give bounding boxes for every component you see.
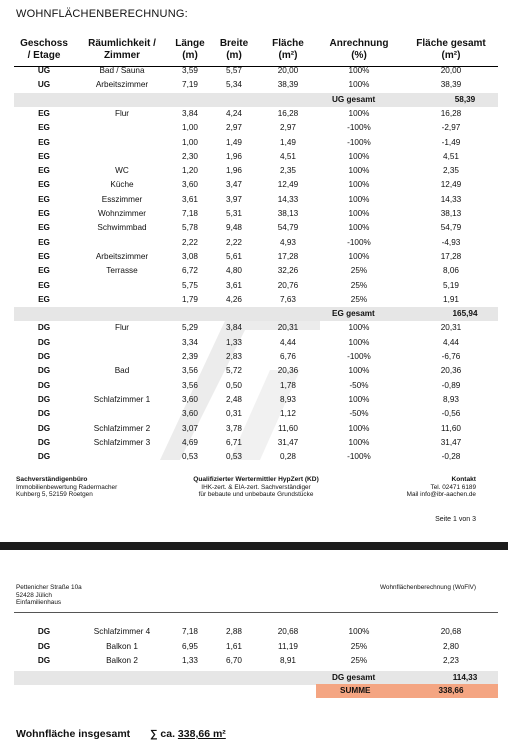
cell-raum: Balkon 1 — [106, 641, 138, 651]
cell-geschoss: EG — [38, 280, 50, 290]
cell-geschoss: DG — [37, 437, 51, 447]
table-row — [0, 450, 508, 464]
cell-geschoss: DG — [37, 323, 51, 333]
page-title: WOHNFLÄCHENBERECHNUNG: — [16, 8, 188, 20]
cell-raum: Schlafzimmer 2 — [93, 423, 151, 433]
cell-anrechnung: 25% — [350, 641, 368, 651]
cell-breite: 0,50 — [226, 380, 242, 390]
table-row — [0, 221, 508, 235]
cell-laenge: 6,95 — [182, 641, 198, 651]
cell-flaeche: 0,28 — [280, 452, 296, 462]
cell-flaeche: 20,68 — [277, 627, 299, 636]
cell-laenge: 2,22 — [182, 237, 198, 247]
cell-laenge: 3,56 — [182, 366, 198, 376]
footer-left — [16, 476, 176, 499]
cell-anrechnung: 100% — [348, 627, 370, 636]
cell-flaeche: 12,49 — [277, 180, 299, 190]
cell-raum: Balkon 2 — [106, 656, 138, 665]
cell-raum: Bad — [114, 366, 130, 376]
cell-breite: 9,48 — [226, 223, 242, 233]
summe-value: 338,66 — [438, 686, 464, 695]
dg-total-value: 114,33 — [452, 673, 478, 682]
cell-geschoss: EG — [38, 137, 50, 147]
cell-breite: 3,78 — [226, 423, 242, 433]
subtotal-label: EG gesamt — [332, 309, 375, 319]
table-row — [0, 364, 508, 378]
cell-raum: Wohnzimmer — [97, 209, 147, 218]
cell-anrechnung: 25% — [350, 294, 368, 304]
cell-breite: 6,71 — [226, 437, 242, 447]
cell-raum: Flur — [114, 323, 130, 333]
cell-gesamt: -0,28 — [441, 452, 461, 462]
table-row — [0, 436, 508, 450]
cell-flaeche: 14,33 — [277, 194, 299, 204]
header-breite — [210, 38, 258, 62]
cell-raum: Terrasse — [106, 266, 138, 276]
cell-gesamt: 16,28 — [440, 108, 462, 118]
cell-breite: 4,26 — [226, 294, 242, 304]
cell-anrechnung: -50% — [349, 409, 369, 419]
cell-geschoss: EG — [38, 294, 50, 304]
cell-laenge: 7,18 — [182, 627, 198, 636]
cell-anrechnung: 100% — [348, 337, 370, 347]
cell-anrechnung: 25% — [350, 656, 368, 665]
cell-flaeche: 4,51 — [280, 151, 296, 161]
total-prefix: ∑ ca. — [150, 728, 175, 740]
header-gesamt-line1: Fläche gesamt — [416, 38, 486, 49]
cell-anrechnung: 100% — [348, 423, 370, 433]
cell-breite: 2,48 — [226, 394, 242, 404]
cell-raum: Schlafzimmer 4 — [93, 627, 151, 636]
cell-breite: 0,31 — [226, 409, 242, 419]
cell-geschoss: EG — [38, 223, 50, 233]
table-row — [0, 264, 508, 278]
table-row — [0, 640, 508, 654]
cell-geschoss: DG — [37, 641, 51, 651]
cell-flaeche: 11,60 — [278, 423, 298, 433]
cell-geschoss: EG — [38, 209, 50, 218]
cell-laenge: 0,53 — [182, 452, 198, 462]
cell-laenge: 3,08 — [182, 251, 198, 261]
cell-breite: 2,88 — [226, 627, 242, 636]
cell-geschoss: EG — [38, 251, 50, 261]
cell-flaeche: 32,26 — [277, 266, 299, 276]
header-laenge-line1: Länge — [175, 38, 205, 49]
summe-row — [316, 684, 498, 698]
cell-raum: Esszimmer — [101, 194, 143, 204]
footer-right-line1: Kontakt — [451, 476, 476, 483]
cell-geschoss: DG — [37, 352, 51, 361]
cell-gesamt: -1,49 — [441, 137, 461, 147]
cell-laenge: 7,18 — [182, 209, 198, 218]
page-number: Seite 1 von 3 — [435, 516, 476, 523]
cell-anrechnung: -100% — [347, 237, 371, 247]
cell-geschoss: DG — [37, 423, 51, 433]
cell-breite: 2,97 — [226, 123, 242, 133]
cell-geschoss: DG — [37, 337, 51, 347]
header-breite-line1: Breite — [219, 38, 249, 49]
cell-gesamt: 20,68 — [440, 627, 462, 636]
cell-breite: 4,24 — [226, 108, 242, 118]
cell-geschoss: EG — [38, 180, 50, 190]
cell-anrechnung: 100% — [348, 180, 370, 190]
cell-anrechnung: 100% — [348, 366, 370, 376]
cell-geschoss: DG — [37, 366, 51, 376]
cell-gesamt: -0,89 — [441, 380, 461, 390]
cell-flaeche: 31,47 — [277, 437, 299, 447]
cell-flaeche: 4,93 — [280, 237, 296, 247]
cell-anrechnung: 100% — [348, 223, 370, 233]
cell-gesamt: 20,36 — [440, 366, 462, 376]
cell-breite: 3,47 — [226, 180, 242, 190]
table-row — [0, 336, 508, 350]
cell-laenge: 4,69 — [182, 437, 198, 447]
cell-flaeche: 1,12 — [280, 409, 296, 419]
table-row — [0, 654, 508, 668]
cell-breite: 0,53 — [226, 452, 242, 462]
cell-geschoss: EG — [38, 237, 50, 247]
address-type: Einfamilienhaus — [16, 599, 62, 606]
cell-raum: Flur — [114, 108, 130, 118]
header-gesamt-line2: (m²) — [441, 50, 461, 61]
cell-anrechnung: 100% — [348, 209, 370, 218]
cell-laenge: 3,07 — [182, 423, 198, 433]
cell-geschoss: DG — [37, 394, 51, 404]
table-row — [0, 279, 508, 293]
dg-total-row — [14, 671, 498, 685]
cell-anrechnung: 25% — [350, 280, 368, 290]
table-row — [0, 321, 508, 335]
cell-breite: 3,61 — [226, 280, 242, 290]
table-row — [0, 625, 508, 639]
cell-gesamt: 31,47 — [440, 437, 462, 447]
cell-laenge: 3,34 — [182, 337, 198, 347]
cell-flaeche: 4,44 — [280, 337, 296, 347]
cell-laenge: 5,75 — [182, 280, 198, 290]
cell-raum: Schwimmbad — [97, 223, 147, 233]
cell-geschoss: DG — [37, 627, 51, 636]
cell-laenge: 3,60 — [182, 180, 198, 190]
cell-flaeche: 38,13 — [277, 209, 299, 218]
cell-anrechnung: 100% — [348, 108, 370, 118]
footer-center — [176, 476, 336, 499]
page2-doc-title: Wohnflächenberechnung (WoFlV) — [379, 584, 476, 591]
cell-gesamt: -2,97 — [441, 123, 461, 133]
summe-label: SUMME — [340, 686, 371, 695]
cell-breite: 3,84 — [226, 323, 242, 333]
cell-gesamt: -0,56 — [441, 409, 461, 419]
cell-flaeche: 20,36 — [277, 366, 299, 376]
subtotal-value: 165,94 — [452, 309, 478, 319]
cell-laenge: 2,30 — [182, 151, 198, 161]
subtotal-row — [14, 93, 498, 107]
cell-flaeche: 8,91 — [280, 656, 296, 665]
cell-gesamt: 17,28 — [440, 251, 462, 261]
cell-anrechnung: 25% — [350, 266, 368, 276]
cell-breite: 5,61 — [226, 251, 242, 261]
total-value — [150, 728, 226, 740]
cell-breite: 1,96 — [226, 151, 242, 161]
table-row — [0, 64, 508, 78]
cell-breite: 5,34 — [226, 80, 242, 90]
cell-anrechnung: -100% — [347, 123, 371, 133]
table-row — [0, 350, 508, 364]
cell-laenge: 1,79 — [182, 294, 198, 304]
cell-raum: Küche — [110, 180, 134, 190]
cell-breite: 1,33 — [226, 337, 242, 347]
cell-geschoss: DG — [37, 409, 51, 419]
subtotal-label: UG gesamt — [332, 94, 376, 104]
cell-anrechnung: -50% — [349, 380, 369, 390]
cell-laenge: 3,60 — [182, 394, 198, 404]
header-breite-line2: (m) — [226, 50, 242, 61]
header-anrechnung — [318, 38, 400, 62]
cell-breite: 1,61 — [226, 641, 242, 651]
cell-gesamt: 14,33 — [440, 194, 462, 204]
cell-laenge: 3,84 — [182, 108, 198, 118]
cell-flaeche: 17,28 — [277, 251, 299, 261]
footer-center-line3: für bebaute und unbebaute Grundstücke — [198, 491, 314, 498]
table-row — [0, 293, 508, 307]
cell-flaeche: 1,49 — [280, 137, 296, 147]
table-row — [0, 107, 508, 121]
cell-flaeche: 20,76 — [277, 280, 299, 290]
cell-laenge: 1,33 — [182, 656, 198, 665]
cell-laenge: 5,78 — [182, 223, 198, 233]
cell-gesamt: 54,79 — [440, 223, 462, 233]
cell-anrechnung: 100% — [348, 166, 370, 176]
cell-laenge: 3,61 — [182, 194, 198, 204]
cell-raum: Schlafzimmer 1 — [93, 394, 151, 404]
cell-laenge: 5,29 — [182, 323, 198, 333]
cell-anrechnung: 100% — [348, 151, 370, 161]
table-row — [0, 164, 508, 178]
cell-flaeche: 2,97 — [280, 123, 296, 133]
cell-breite: 5,57 — [226, 66, 242, 75]
cell-breite: 3,97 — [226, 194, 242, 204]
cell-breite: 5,72 — [226, 366, 242, 376]
cell-gesamt: 12,49 — [440, 180, 462, 190]
header-gesamt — [404, 38, 498, 62]
cell-breite: 2,22 — [226, 237, 242, 247]
cell-laenge: 3,60 — [182, 409, 198, 419]
cell-gesamt: 2,80 — [443, 641, 459, 651]
table-row — [0, 178, 508, 192]
cell-geschoss: EG — [38, 194, 50, 204]
cell-anrechnung: 100% — [348, 251, 370, 261]
header-flaeche-line1: Fläche — [272, 38, 304, 49]
footer-right-line2: Tel. 02471 6189 — [430, 483, 476, 491]
page2-header-divider — [14, 612, 498, 613]
header-flaeche-line2: (m²) — [278, 50, 298, 61]
table-row — [0, 236, 508, 250]
cell-flaeche: 1,78 — [280, 380, 296, 390]
cell-gesamt: 4,51 — [443, 151, 459, 161]
cell-geschoss: UG — [37, 66, 51, 75]
cell-gesamt: 1,91 — [443, 294, 459, 304]
cell-anrechnung: 100% — [348, 394, 370, 404]
table-row — [0, 250, 508, 264]
footer-right-line3: Mail info@ibr-aachen.de — [406, 491, 476, 498]
cell-geschoss: DG — [37, 380, 51, 390]
cell-gesamt: -6,76 — [441, 352, 461, 361]
footer-left-line3: Kuhberg 5, 52159 Roetgen — [16, 491, 93, 498]
cell-gesamt: 38,39 — [440, 80, 462, 90]
cell-geschoss: DG — [37, 656, 51, 665]
cell-breite: 5,31 — [226, 209, 242, 218]
cell-gesamt: 4,44 — [443, 337, 459, 347]
header-anrechnung-line2: (%) — [351, 50, 367, 61]
page2-address — [16, 584, 176, 607]
header-raum-line1: Räumlichkeit / — [88, 38, 156, 49]
cell-geschoss: EG — [38, 166, 50, 176]
header-geschoss-line1: Geschoss — [20, 38, 68, 49]
cell-flaeche: 2,35 — [280, 166, 296, 176]
header-laenge-line2: (m) — [182, 50, 198, 61]
cell-laenge: 2,39 — [182, 352, 198, 361]
total-amount: 338,66 m² — [177, 728, 226, 740]
cell-gesamt: 8,06 — [443, 266, 459, 276]
cell-laenge: 6,72 — [182, 266, 198, 276]
header-raum — [74, 38, 170, 62]
cell-breite: 2,83 — [226, 352, 242, 361]
cell-anrechnung: -100% — [347, 452, 371, 462]
footer-left-line1: Sachverständigenbüro — [16, 476, 88, 483]
cell-flaeche: 54,79 — [277, 223, 299, 233]
table-row — [0, 193, 508, 207]
cell-flaeche: 38,39 — [277, 80, 299, 90]
table-row — [0, 393, 508, 407]
cell-anrechnung: 100% — [348, 323, 370, 333]
cell-anrechnung: -100% — [347, 137, 371, 147]
cell-flaeche: 20,31 — [277, 323, 299, 333]
cell-laenge: 1,20 — [182, 166, 198, 176]
table-row — [0, 121, 508, 135]
table-row — [0, 422, 508, 436]
page-break-bar — [0, 542, 508, 550]
subtotal-row — [14, 307, 498, 321]
footer-right — [336, 476, 476, 499]
total-label: Wohnfläche insgesamt — [16, 728, 131, 740]
cell-raum: Arbeitszimmer — [95, 80, 149, 90]
cell-laenge: 1,00 — [182, 137, 198, 147]
address-street: Pettenicher Straße 10a — [16, 584, 82, 591]
footer-center-line2: IHK-zert. & EIA-zert. Sachverständiger — [201, 483, 311, 491]
footer-center-line1: Qualifizierter Wertermittler HypZert (KD) — [193, 476, 319, 483]
cell-gesamt: 5,19 — [443, 280, 459, 290]
address-city: 52428 Jülich — [16, 591, 52, 599]
cell-raum: Schlafzimmer 3 — [93, 437, 151, 447]
subtotal-value: 58,39 — [454, 94, 476, 104]
cell-flaeche: 16,28 — [277, 108, 299, 118]
cell-geschoss: EG — [38, 151, 50, 161]
cell-breite: 4,80 — [226, 266, 242, 276]
dg-total-label: DG gesamt — [332, 673, 376, 682]
table-row — [0, 207, 508, 221]
cell-anrechnung: -100% — [347, 352, 371, 361]
cell-anrechnung: 100% — [348, 80, 370, 90]
cell-laenge: 7,19 — [182, 80, 198, 90]
cell-flaeche: 8,93 — [280, 394, 296, 404]
cell-geschoss: DG — [37, 452, 51, 462]
header-flaeche — [260, 38, 316, 62]
footer-left-line2: Immobilienbewertung Radermacher — [16, 483, 118, 491]
cell-geschoss: UG — [37, 80, 51, 90]
cell-flaeche: 7,63 — [280, 294, 296, 304]
cell-geschoss: EG — [38, 123, 50, 133]
cell-gesamt: 20,31 — [440, 323, 462, 333]
cell-gesamt: 8,93 — [443, 394, 459, 404]
table-row — [0, 150, 508, 164]
cell-raum: Bad / Sauna — [99, 66, 145, 75]
header-laenge — [166, 38, 214, 62]
header-geschoss-line2: / Etage — [27, 50, 61, 61]
cell-gesamt: 11,60 — [441, 423, 461, 433]
table-row — [0, 407, 508, 421]
cell-gesamt: -4,93 — [441, 237, 461, 247]
cell-laenge: 3,59 — [182, 66, 198, 75]
cell-breite: 1,96 — [226, 166, 242, 176]
cell-breite: 1,49 — [226, 137, 242, 147]
cell-laenge: 3,56 — [182, 380, 198, 390]
cell-gesamt: 38,13 — [440, 209, 462, 218]
cell-gesamt: 20,00 — [440, 66, 462, 75]
cell-laenge: 1,00 — [182, 123, 198, 133]
header-raum-line2: Zimmer — [103, 50, 141, 61]
cell-anrechnung: 100% — [348, 66, 370, 75]
cell-gesamt: 2,23 — [443, 656, 459, 665]
cell-anrechnung: 100% — [348, 194, 370, 204]
cell-raum: WC — [115, 166, 129, 176]
header-geschoss — [14, 38, 74, 62]
header-anrechnung-line1: Anrechnung — [329, 38, 389, 49]
cell-flaeche: 11,19 — [278, 641, 298, 651]
table-row — [0, 136, 508, 150]
cell-gesamt: 2,35 — [443, 166, 459, 176]
cell-geschoss: EG — [38, 108, 50, 118]
cell-breite: 6,70 — [226, 656, 242, 665]
cell-flaeche: 20,00 — [277, 66, 299, 75]
table-row — [0, 78, 508, 92]
cell-anrechnung: 100% — [348, 437, 370, 447]
cell-geschoss: EG — [38, 266, 50, 276]
cell-raum: Arbeitszimmer — [95, 251, 149, 261]
table-row — [0, 379, 508, 393]
cell-flaeche: 6,76 — [280, 352, 296, 361]
